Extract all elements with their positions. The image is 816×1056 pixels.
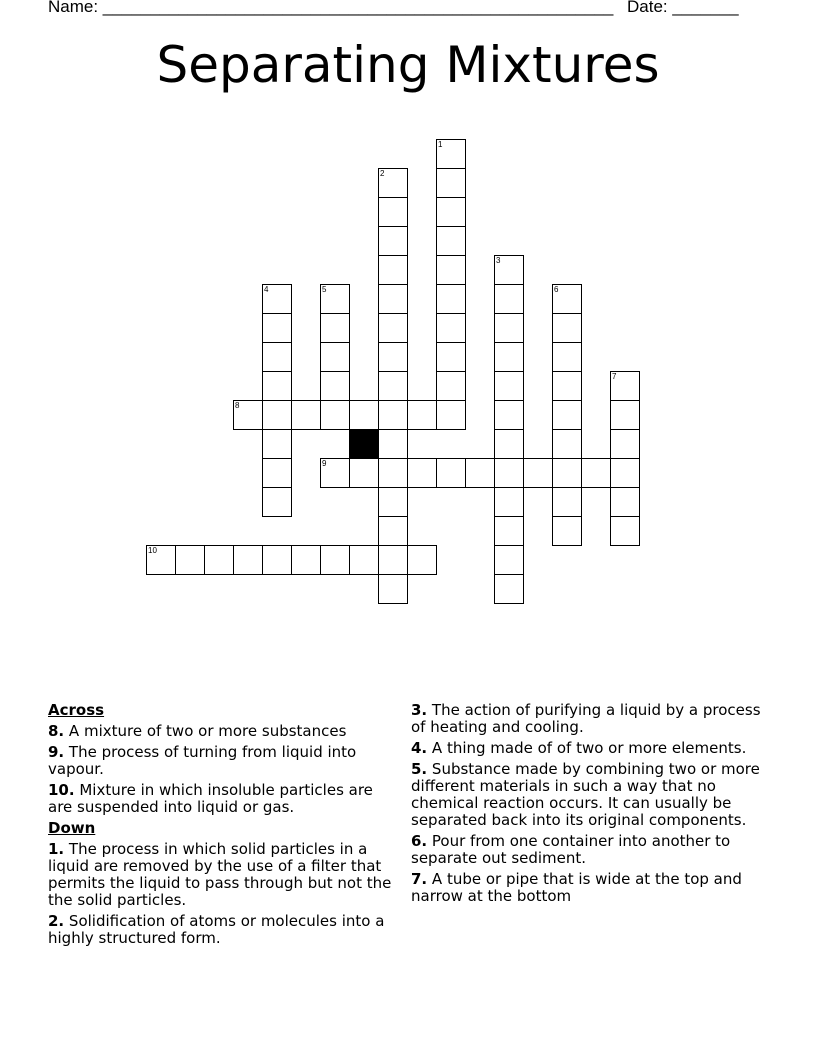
grid-cell[interactable] [494, 545, 524, 575]
grid-cell[interactable] [378, 168, 408, 198]
grid-cell[interactable] [291, 545, 321, 575]
clue-number: 4. [411, 739, 428, 757]
grid-cell[interactable] [407, 458, 437, 488]
grid-cell[interactable] [262, 458, 292, 488]
grid-cell[interactable] [262, 342, 292, 372]
grid-cell[interactable] [494, 487, 524, 517]
grid-cell[interactable] [349, 400, 379, 430]
clue-text: Solidification of atoms or molecules into a highly structured form. [48, 912, 385, 947]
grid-cell[interactable] [494, 255, 524, 285]
cell-number: 4 [264, 285, 269, 294]
clues-left-column [48, 702, 398, 951]
clue-text: Substance made by combining two or more different materials in such a way that no chemical reaction occurs. It can usually be separated back into its original components. [411, 760, 760, 829]
grid-cell[interactable] [262, 487, 292, 517]
clue-down-1 [48, 841, 398, 909]
grid-cell[interactable] [233, 400, 263, 430]
grid-cell[interactable] [320, 545, 350, 575]
grid-cell[interactable] [407, 400, 437, 430]
grid-cell[interactable] [320, 400, 350, 430]
clue-number: 5. [411, 760, 428, 778]
grid-cell[interactable] [320, 371, 350, 401]
cell-number: 8 [235, 401, 240, 410]
grid-cell[interactable] [494, 458, 524, 488]
grid-cell[interactable] [552, 342, 582, 372]
clue-text: A mixture of two or more substances [68, 722, 347, 740]
grid-cell[interactable] [610, 429, 640, 459]
grid-cell[interactable] [494, 313, 524, 343]
grid-cell[interactable] [552, 284, 582, 314]
clue-text: A tube or pipe that is wide at the top and narrow at the bottom [411, 870, 742, 905]
grid-cell[interactable] [378, 545, 408, 575]
grid-cell[interactable] [436, 284, 466, 314]
clue-number: 7. [411, 870, 428, 888]
clue-down-7 [411, 871, 771, 905]
clue-down-6 [411, 833, 771, 867]
grid-cell[interactable] [378, 197, 408, 227]
grid-cell[interactable] [204, 545, 234, 575]
grid-cell[interactable] [494, 574, 524, 604]
grid-cell[interactable] [494, 429, 524, 459]
grid-cell[interactable] [494, 371, 524, 401]
cell-number: 5 [322, 285, 327, 294]
grid-cell[interactable] [610, 371, 640, 401]
grid-cell[interactable] [436, 313, 466, 343]
grid-cell[interactable] [552, 313, 582, 343]
grid-cell[interactable] [262, 429, 292, 459]
grid-cell[interactable] [320, 342, 350, 372]
grid-cell[interactable] [378, 516, 408, 546]
grid-cell[interactable] [262, 400, 292, 430]
grid-cell[interactable] [552, 429, 582, 459]
grid-cell[interactable] [378, 487, 408, 517]
page-title: Separating Mixtures [156, 36, 660, 94]
grid-cell[interactable] [552, 516, 582, 546]
grid-cell[interactable] [378, 400, 408, 430]
grid-cell[interactable] [610, 516, 640, 546]
grid-cell[interactable] [436, 226, 466, 256]
grid-cell[interactable] [378, 371, 408, 401]
clue-number: 3. [411, 701, 428, 719]
grid-cell[interactable] [552, 400, 582, 430]
grid-cell[interactable] [436, 139, 466, 169]
cell-number: 10 [148, 546, 157, 555]
grid-cell[interactable] [349, 458, 379, 488]
grid-cell[interactable] [349, 545, 379, 575]
grid-cell[interactable] [436, 458, 466, 488]
grid-cell[interactable] [233, 545, 263, 575]
grid-cell[interactable] [436, 342, 466, 372]
date-field-label: Date: _______ [627, 0, 739, 16]
grid-cell[interactable] [552, 371, 582, 401]
clue-number: 1. [48, 840, 65, 858]
grid-cell[interactable] [320, 313, 350, 343]
clue-across-10 [48, 782, 398, 816]
grid-cell[interactable] [320, 284, 350, 314]
grid-cell[interactable] [494, 400, 524, 430]
grid-cell[interactable] [436, 371, 466, 401]
grid-cell[interactable] [494, 284, 524, 314]
grid-cell[interactable] [610, 487, 640, 517]
grid-cell[interactable] [610, 458, 640, 488]
grid-cell[interactable] [523, 458, 553, 488]
grid-cell[interactable] [291, 400, 321, 430]
clue-down-3 [411, 702, 771, 736]
clue-down-5 [411, 761, 771, 829]
grid-cell[interactable] [378, 255, 408, 285]
grid-cell[interactable] [581, 458, 611, 488]
grid-cell[interactable] [436, 255, 466, 285]
grid-cell[interactable] [262, 371, 292, 401]
clue-across-8 [48, 723, 398, 740]
clue-text: Mixture in which insoluble particles are are suspended into liquid or gas. [48, 781, 373, 816]
clue-down-4 [411, 740, 771, 757]
down-heading: Down [48, 819, 96, 837]
grid-cell[interactable] [378, 574, 408, 604]
grid-cell[interactable] [175, 545, 205, 575]
clue-number: 6. [411, 832, 428, 850]
across-heading: Across [48, 701, 105, 719]
grid-cell[interactable] [378, 313, 408, 343]
grid-cell[interactable] [552, 458, 582, 488]
grid-cell[interactable] [494, 516, 524, 546]
cell-number: 9 [322, 459, 327, 468]
clue-down-2 [48, 913, 398, 947]
grid-cell[interactable] [465, 458, 495, 488]
grid-cell[interactable] [494, 342, 524, 372]
grid-cell[interactable] [552, 487, 582, 517]
grid-cell[interactable] [436, 197, 466, 227]
name-field-label: Name: ______________________________________________________ [48, 0, 614, 16]
cell-number: 3 [496, 256, 501, 265]
clue-text: The process of turning from liquid into vapour. [48, 743, 357, 778]
clue-text: The process in which solid particles in a liquid are removed by the use of a filter that permits the liquid to pass through but not the the solid particles. [48, 840, 392, 909]
grid-cell[interactable] [378, 429, 408, 459]
grid-cell[interactable] [378, 226, 408, 256]
clue-number: 9. [48, 743, 65, 761]
grid-cell[interactable] [436, 400, 466, 430]
cell-number: 1 [438, 140, 443, 149]
grid-cell[interactable] [262, 545, 292, 575]
clue-across-9 [48, 744, 398, 778]
grid-cell[interactable] [146, 545, 176, 575]
clue-number: 8. [48, 722, 65, 740]
grid-cell[interactable] [378, 458, 408, 488]
grid-cell[interactable] [378, 342, 408, 372]
cell-number: 2 [380, 169, 385, 178]
cell-number: 6 [554, 285, 559, 294]
clue-number: 2. [48, 912, 65, 930]
clue-text: The action of purifying a liquid by a process of heating and cooling. [411, 701, 761, 736]
clue-text: A thing made of of two or more elements. [431, 739, 747, 757]
grid-cell[interactable] [262, 284, 292, 314]
grid-cell[interactable] [262, 313, 292, 343]
block-cell [349, 429, 379, 459]
grid-cell[interactable] [436, 168, 466, 198]
grid-cell[interactable] [320, 458, 350, 488]
cell-number: 7 [612, 372, 617, 381]
clue-text: Pour from one container into another to separate out sediment. [411, 832, 731, 867]
grid-cell[interactable] [610, 400, 640, 430]
grid-cell[interactable] [378, 284, 408, 314]
clue-number: 10. [48, 781, 75, 799]
clues-right-column [411, 702, 771, 909]
grid-cell[interactable] [407, 545, 437, 575]
